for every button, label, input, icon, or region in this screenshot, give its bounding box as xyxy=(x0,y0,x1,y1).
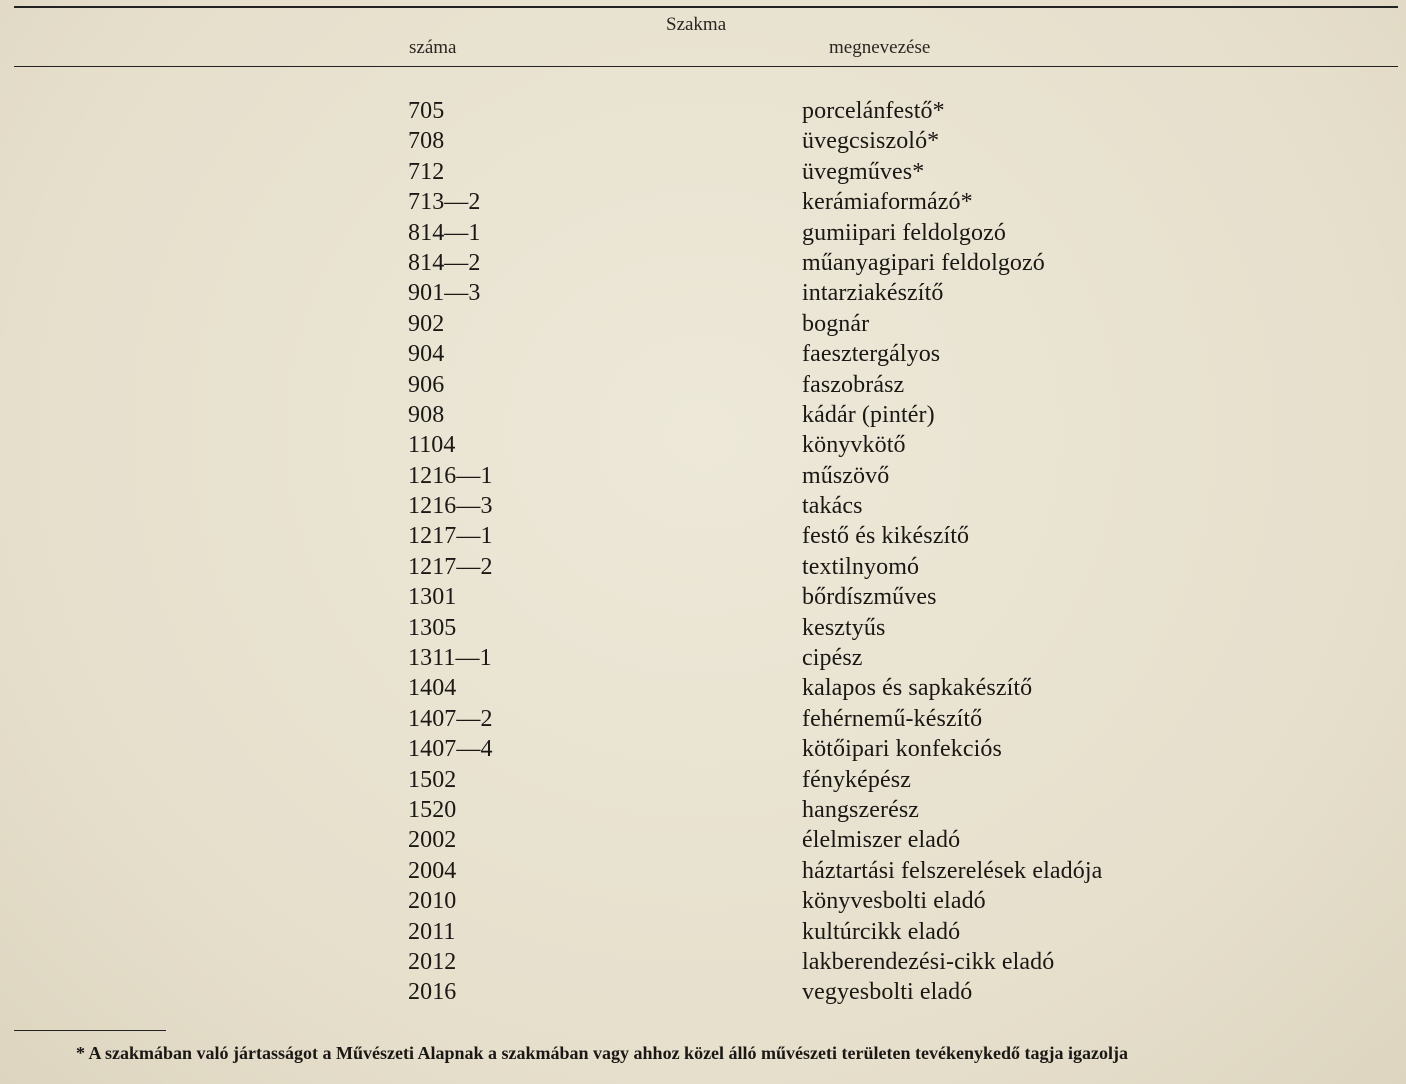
row-name: műszövő xyxy=(802,462,890,489)
row-name: faesztergályos xyxy=(802,341,941,368)
table-row xyxy=(0,187,1406,217)
table-row xyxy=(0,126,1406,156)
row-name: bőrdíszműves xyxy=(802,584,937,611)
row-name: fehérnemű-készítő xyxy=(802,705,983,732)
header-bottom-rule xyxy=(14,66,1398,67)
row-number: 2012 xyxy=(408,948,457,975)
row-number: 1305 xyxy=(408,614,457,641)
table-row xyxy=(0,278,1406,308)
row-name: háztartási felszerelések eladója xyxy=(802,857,1103,884)
row-name: kádár (pintér) xyxy=(802,401,935,428)
row-number: 1311—1 xyxy=(408,645,492,672)
table-row xyxy=(0,977,1406,1007)
row-name: bognár xyxy=(802,310,870,337)
row-name: vegyesbolti eladó xyxy=(802,979,973,1006)
table-row xyxy=(0,765,1406,795)
table-row xyxy=(0,795,1406,825)
row-number: 1217—2 xyxy=(408,553,493,580)
row-name: kalapos és sapkakészítő xyxy=(802,675,1033,702)
table-row xyxy=(0,521,1406,551)
table-row xyxy=(0,917,1406,947)
header-number-label: száma xyxy=(409,37,457,58)
table-row xyxy=(0,339,1406,369)
footnote: * A szakmában való jártasságot a Művészeti Alapnak a szakmában vagy ahhoz közel álló művészeti területen tevékenykedő tagja igazolja xyxy=(76,1043,1128,1063)
row-name: hangszerész xyxy=(802,796,920,823)
row-number: 902 xyxy=(408,310,445,337)
row-number: 1301 xyxy=(408,584,457,611)
row-number: 2016 xyxy=(408,979,457,1006)
row-name: lakberendezési-cikk eladó xyxy=(802,948,1055,975)
table-body xyxy=(0,96,1406,1008)
row-number: 1216—3 xyxy=(408,493,493,520)
row-name: takács xyxy=(802,493,863,520)
row-number: 814—2 xyxy=(408,249,481,276)
row-name: intarziakészítő xyxy=(802,280,944,307)
table-row xyxy=(0,248,1406,278)
row-number: 814—1 xyxy=(408,219,481,246)
row-name: könyvesbolti eladó xyxy=(802,888,986,915)
row-number: 713—2 xyxy=(408,189,481,216)
table-row xyxy=(0,552,1406,582)
row-name: könyvkötő xyxy=(802,432,906,459)
row-number: 901—3 xyxy=(408,280,481,307)
row-number: 1217—1 xyxy=(408,523,493,550)
row-name: festő és kikészítő xyxy=(802,523,970,550)
row-number: 705 xyxy=(408,98,445,124)
table-row xyxy=(0,856,1406,886)
table-row xyxy=(0,430,1406,460)
row-number: 1520 xyxy=(408,796,457,823)
row-name: kötőipari konfekciós xyxy=(802,736,1002,763)
table-row xyxy=(0,582,1406,612)
row-name: üvegműves* xyxy=(802,158,925,185)
row-number: 1502 xyxy=(408,766,457,793)
row-name: porcelánfestő* xyxy=(802,98,945,124)
table-row xyxy=(0,673,1406,703)
row-name: kesztyűs xyxy=(802,614,886,641)
row-number: 906 xyxy=(408,371,445,398)
top-rule xyxy=(14,6,1398,8)
header-name-label: megnevezése xyxy=(829,37,931,58)
row-name: faszobrász xyxy=(802,371,905,398)
row-number: 1407—2 xyxy=(408,705,493,732)
row-number: 712 xyxy=(408,158,445,185)
table-row xyxy=(0,491,1406,521)
table-row xyxy=(0,886,1406,916)
table-row xyxy=(0,643,1406,673)
table-row xyxy=(0,96,1406,126)
table-row xyxy=(0,461,1406,491)
row-number: 1216—1 xyxy=(408,462,493,489)
table-row xyxy=(0,825,1406,855)
table-row xyxy=(0,400,1406,430)
row-number: 2010 xyxy=(408,888,457,915)
row-name: kultúrcikk eladó xyxy=(802,918,961,945)
row-number: 908 xyxy=(408,401,445,428)
header-group-label: Szakma xyxy=(666,14,727,35)
table-row xyxy=(0,613,1406,643)
row-number: 708 xyxy=(408,128,445,155)
row-number: 2002 xyxy=(408,827,457,854)
row-name: gumiipari feldolgozó xyxy=(802,219,1006,246)
row-number: 1407—4 xyxy=(408,736,493,763)
row-name: élelmiszer eladó xyxy=(802,827,961,854)
table-row xyxy=(0,309,1406,339)
row-number: 1104 xyxy=(408,432,456,459)
table-row xyxy=(0,947,1406,977)
row-number: 904 xyxy=(408,341,445,368)
row-name: kerámiaformázó* xyxy=(802,189,973,216)
row-number: 2004 xyxy=(408,857,457,884)
row-number: 1404 xyxy=(408,675,457,702)
table-row xyxy=(0,370,1406,400)
row-name: üvegcsiszoló* xyxy=(802,128,940,155)
table-row xyxy=(0,734,1406,764)
row-name: cipész xyxy=(802,645,863,672)
table-row xyxy=(0,157,1406,187)
row-name: fényképész xyxy=(802,766,911,793)
row-number: 2011 xyxy=(408,918,456,945)
row-name: textilnyomó xyxy=(802,553,920,580)
table-row xyxy=(0,704,1406,734)
row-name: műanyagipari feldolgozó xyxy=(802,249,1045,276)
table-row xyxy=(0,218,1406,248)
footnote-rule xyxy=(14,1030,166,1031)
